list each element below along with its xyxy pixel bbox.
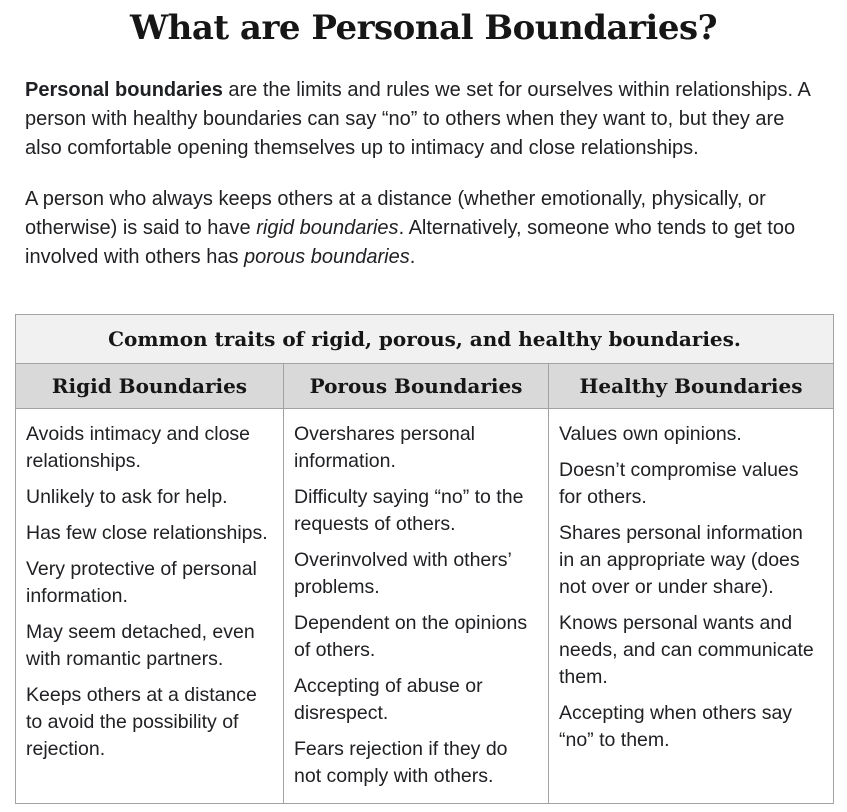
table-body-row	[16, 409, 834, 804]
intro-p2-text-a: A person who always keeps others at a distance (whether emotionally, physically, or otherwise) is said to have	[25, 188, 766, 239]
trait-item: Knows personal wants and needs, and can communicate them.	[559, 612, 814, 688]
trait-item: May seem detached, even with romantic partners.	[26, 621, 255, 670]
column-header-healthy: Healthy Boundaries	[549, 364, 834, 409]
trait-item: Accepting of abuse or disrespect.	[294, 675, 483, 724]
intro-p1-bold-lead: Personal boundaries	[25, 79, 223, 101]
trait-item: Difficulty saying “no” to the requests of others.	[294, 486, 524, 535]
trait-item: Dependent on the opinions of others.	[294, 612, 528, 661]
trait-item: Very protective of personal information.	[26, 558, 257, 607]
trait-item: Fears rejection if they do not comply with others.	[294, 738, 508, 787]
table-caption-row	[16, 315, 834, 364]
page-title: What are Personal Boundaries?	[129, 8, 718, 48]
boundaries-comparison-table	[15, 314, 834, 804]
table-caption: Common traits of rigid, porous, and healthy boundaries.	[16, 315, 834, 364]
column-header-rigid: Rigid Boundaries	[16, 364, 284, 409]
porous-traits-cell	[284, 409, 549, 804]
trait-item: Values own opinions.	[559, 423, 742, 445]
trait-item: Accepting when others say “no” to them.	[559, 702, 793, 751]
intro-p2-text-c: .	[409, 246, 416, 268]
trait-item: Unlikely to ask for help.	[26, 486, 228, 508]
column-header-porous: Porous Boundaries	[284, 364, 549, 409]
intro-p2-text-b: . Alternatively, someone who tends to get too involved with others has	[25, 217, 796, 268]
document-page	[0, 8, 847, 812]
trait-item: Shares personal information in an appropriate way (does not over or under share).	[559, 522, 803, 598]
trait-item: Overshares personal information.	[294, 423, 476, 472]
trait-item: Avoids intimacy and close relationships.	[26, 423, 251, 472]
intro-p2-italic-porous: porous boundaries	[244, 246, 410, 268]
intro-p2-italic-rigid: rigid boundaries	[256, 217, 399, 239]
table-header-row	[16, 364, 834, 409]
rigid-traits-cell	[16, 409, 284, 804]
intro-paragraph-1	[25, 76, 811, 163]
intro-p1-text: are the limits and rules we set for ourselves within relationships. A person with healthy boundaries can say “no” to others when they want to, but they are also comfortable opening themselves up to intimacy and close relationships.	[25, 79, 810, 159]
intro-paragraph-2	[25, 185, 811, 272]
healthy-traits-cell	[549, 409, 834, 804]
trait-item: Doesn’t compromise values for others.	[559, 459, 799, 508]
trait-item: Keeps others at a distance to avoid the possibility of rejection.	[26, 684, 257, 760]
trait-item: Overinvolved with others’ problems.	[294, 549, 512, 598]
trait-item: Has few close relationships.	[26, 522, 268, 544]
